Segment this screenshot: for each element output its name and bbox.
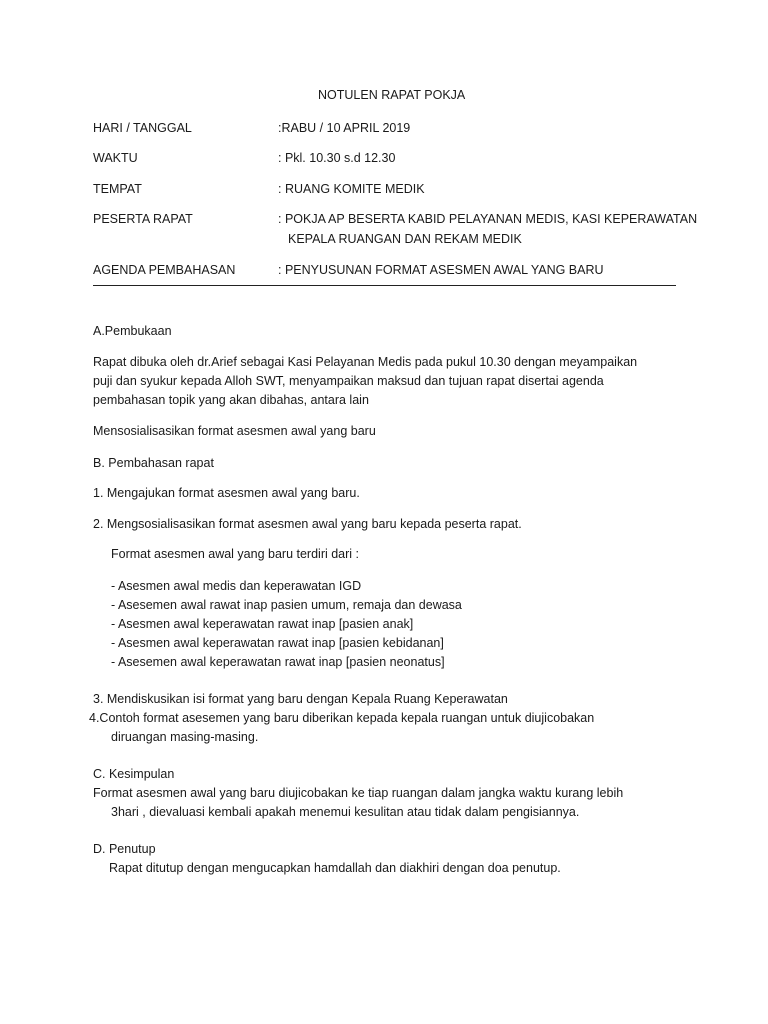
info-value-agenda: : PENYUSUNAN FORMAT ASESMEN AWAL YANG BARU: [278, 263, 604, 277]
format-list-item: - Asesmen awal keperawatan rawat inap [pasien anak]: [111, 617, 414, 631]
format-list-item: - Asesemen awal keperawatan rawat inap [pasien neonatus]: [111, 655, 445, 669]
section-c-line: Format asesmen awal yang baru diujicobakan ke tiap ruangan dalam jangka waktu kurang lebih: [93, 786, 624, 800]
section-a-line: pembahasan topik yang akan dibahas, antara lain: [93, 393, 369, 407]
format-list-item: - Asesmen awal medis dan keperawatan IGD: [111, 579, 362, 593]
section-c-line: 3hari , dievaluasi kembali apakah menemui kesulitan atau tidak dalam pengisiannya.: [111, 805, 580, 819]
info-value-participants-cont: KEPALA RUANGAN DAN REKAM MEDIK: [288, 232, 522, 246]
format-list-item: - Asesemen awal rawat inap pasien umum, remaja dan dewasa: [111, 598, 462, 612]
section-b-item-4: 4.Contoh format asesemen yang baru diberikan kepada kepala ruangan untuk diujicobakan: [89, 711, 595, 725]
info-label-date: HARI / TANGGAL: [93, 121, 192, 135]
info-value-place: : RUANG KOMITE MEDIK: [278, 182, 425, 196]
header-divider: [93, 285, 676, 286]
format-intro: Format asesmen awal yang baru terdiri dari :: [111, 547, 360, 561]
section-b-item-3: 3. Mendiskusikan isi format yang baru dengan Kepala Ruang Keperawatan: [93, 692, 508, 706]
info-label-time: WAKTU: [93, 151, 138, 165]
section-b-item-1: 1. Mengajukan format asesmen awal yang baru.: [93, 486, 360, 500]
format-list-item: - Asesmen awal keperawatan rawat inap [pasien kebidanan]: [111, 636, 444, 650]
info-value-time: : Pkl. 10.30 s.d 12.30: [278, 151, 396, 165]
info-label-place: TEMPAT: [93, 182, 142, 196]
info-value-participants: : POKJA AP BESERTA KABID PELAYANAN MEDIS, KASI KEPERAWATAN: [278, 212, 698, 226]
section-a-line: Rapat dibuka oleh dr.Arief sebagai Kasi Pelayanan Medis pada pukul 10.30 dengan meyampaikan: [93, 355, 638, 369]
section-a-topic: Mensosialisasikan format asesmen awal yang baru: [93, 424, 376, 438]
info-label-agenda: AGENDA PEMBAHASAN: [93, 263, 236, 277]
section-d-heading: D. Penutup: [93, 842, 156, 856]
section-a-line: puji dan syukur kepada Alloh SWT, menyampaikan maksud dan tujuan rapat disertai agenda: [93, 374, 604, 388]
section-c-heading: C. Kesimpulan: [93, 767, 175, 781]
section-a-heading: A.Pembukaan: [93, 324, 172, 338]
info-value-date: :RABU / 10 APRIL 2019: [278, 121, 411, 135]
info-label-participants: PESERTA RAPAT: [93, 212, 193, 226]
section-b-item-2: 2. Mengsosialisasikan format asesmen awal yang baru kepada peserta rapat.: [93, 517, 522, 531]
section-d-line: Rapat ditutup dengan mengucapkan hamdallah dan diakhiri dengan doa penutup.: [109, 861, 561, 875]
document-title: NOTULEN RAPAT POKJA: [318, 88, 466, 102]
section-b-heading: B. Pembahasan rapat: [93, 456, 214, 470]
section-b-item-4-cont: diruangan masing-masing.: [111, 730, 259, 744]
